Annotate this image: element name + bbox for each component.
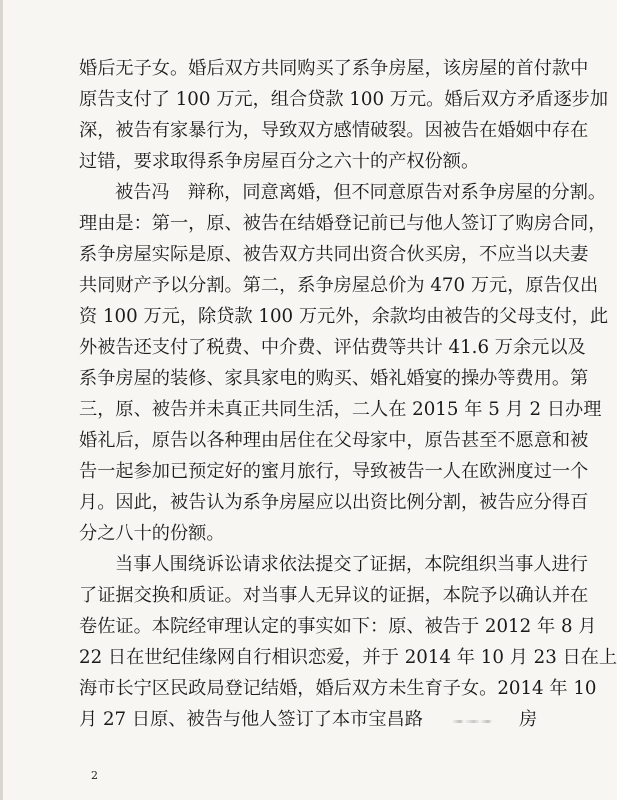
text-line: 卷佐证。本院经审理认定的事实如下：原、被告于 2012 年 8 月 <box>79 616 597 637</box>
text-line-tail: 房 <box>519 709 538 730</box>
page-edge <box>0 0 3 800</box>
redaction-mark <box>452 720 492 723</box>
text-line: 深，被告有家暴行为，导致双方感情破裂。因被告在婚姻中存在 <box>79 120 589 141</box>
text-line: 被告冯 辩称，同意离婚，但不同意原告对系争房屋的分割。 <box>115 182 607 203</box>
text-line: 海市长宁区民政局登记结婚，婚后双方未生育子女。2014 年 10 <box>79 678 597 699</box>
text-line: 告一起参加已预定好的蜜月旅行，导致被告一人在欧洲度过一个 <box>79 461 589 482</box>
text-line: 22 日在世纪佳缘网自行相识恋爱，并于 2014 年 10 月 23 日在上 <box>79 647 617 668</box>
text-line: 了证据交换和质证。对当事人无异议的证据，本院予以确认并在 <box>79 585 589 606</box>
text-line: 当事人围绕诉讼请求依法提交了证据，本院组织当事人进行 <box>115 554 588 575</box>
text-line: 资 100 万元，除贷款 100 万元外，余款均由被告的父母支付，此 <box>79 306 609 327</box>
text-line: 月 27 日原、被告与他人签订了本市宝昌路 <box>79 709 423 730</box>
text-line: 理由是：第一，原、被告在结婚登记前已与他人签订了购房合同， <box>79 213 607 234</box>
text-line: 分之八十的份额。 <box>79 523 225 544</box>
text-line: 原告支付了 100 万元，组合贷款 100 万元。婚后双方矛盾逐步加 <box>79 89 609 110</box>
text-line: 月。因此，被告认为系争房屋应以出资比例分割，被告应分得百 <box>79 492 589 513</box>
text-line: 婚礼后，原告以各种理由居住在父母家中，原告甚至不愿意和被 <box>79 430 589 451</box>
text-line: 系争房屋实际是原、被告双方共同出资合伙买房，不应当以夫妻 <box>79 244 589 265</box>
text-line: 三，原、被告并未真正共同生活，二人在 2015 年 5 月 2 日办理 <box>79 399 602 420</box>
text-line: 外被告还支付了税费、中介费、评估费等共计 41.6 万余元以及 <box>79 337 586 358</box>
text-line: 婚后无子女。婚后双方共同购买了系争房屋，该房屋的首付款中 <box>79 58 589 79</box>
text-line: 系争房屋的装修、家具家电的购买、婚礼婚宴的操办等费用。第 <box>79 368 589 389</box>
text-line: 过错，要求取得系争房屋百分之六十的产权份额。 <box>79 151 480 172</box>
text-line: 共同财产予以分割。第二，系争房屋总价为 470 万元，原告仅出 <box>79 275 599 296</box>
page-number: 2 <box>91 769 98 782</box>
